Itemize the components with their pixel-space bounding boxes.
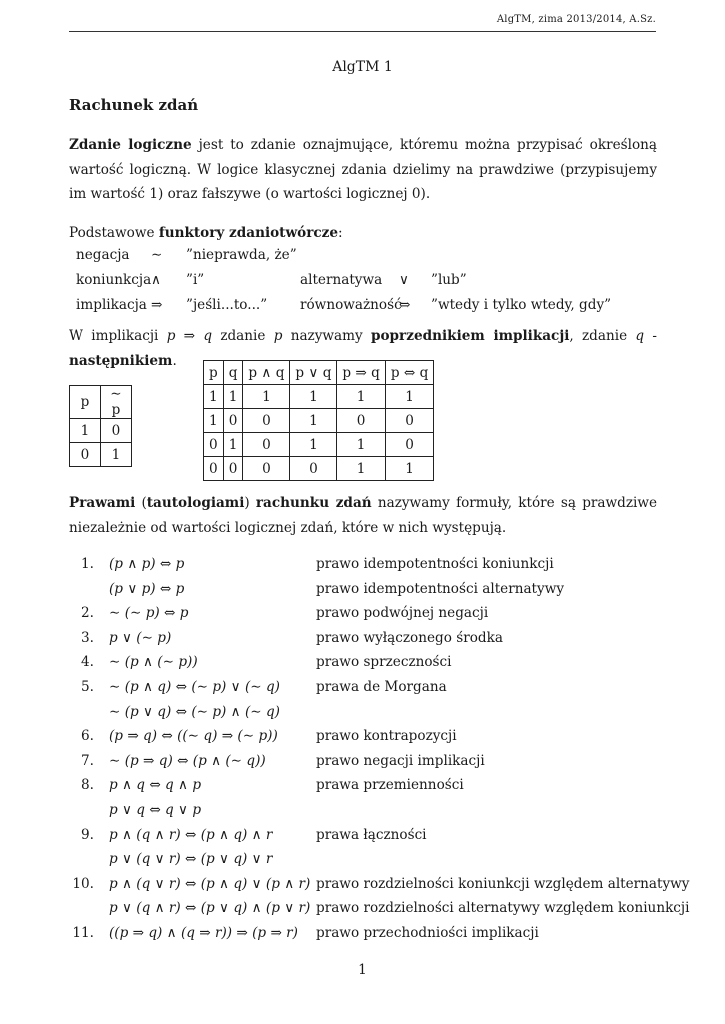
functors-intro-prefix: Podstawowe — [69, 225, 159, 241]
law-number: 1. — [81, 556, 94, 572]
law-formula: (p ∧ p) ⇔ p — [109, 556, 185, 572]
table-header-row — [70, 386, 132, 419]
law-number: 3. — [81, 629, 94, 646]
law-name: prawo rozdzielności alternatywy względem koniunkcji — [316, 900, 690, 917]
bold-term: tautologiami — [146, 495, 245, 511]
table-cell: 0 — [385, 409, 433, 433]
text-span: W implikacji — [69, 328, 167, 344]
header-rule — [69, 31, 656, 32]
functor-symbol: ⇒ — [151, 297, 163, 313]
table-cell: 0 — [223, 409, 243, 433]
table-cell: 1 — [290, 385, 337, 409]
table-cell: 1 — [337, 433, 385, 457]
text-span: . — [172, 352, 177, 369]
table-cell: 0 — [204, 457, 224, 481]
law-name: prawa łączności — [316, 826, 427, 843]
functors-intro-bold: funktory zdaniotwórcze — [158, 225, 339, 241]
law-formula: ∼ (p ⇒ q) ⇔ (p ∧ (∼ q)) — [109, 752, 266, 769]
law-name: prawo kontrapozycji — [316, 728, 457, 745]
math-variable: q — [635, 328, 645, 344]
law-formula: p ∧ q ⇔ q ∧ p — [109, 777, 202, 794]
page-number: 1 — [358, 962, 367, 978]
functor-symbol: ∨ — [399, 272, 409, 288]
text-span: nazywamy — [282, 328, 371, 344]
table-cell: 1 — [290, 433, 337, 457]
table-cell: 0 — [243, 433, 290, 457]
table-row — [204, 433, 434, 457]
table-row — [70, 443, 132, 467]
functors-intro-suffix: : — [338, 225, 343, 241]
text-span: ) — [244, 495, 256, 511]
law-name: prawo idempotentności koniunkcji — [316, 556, 554, 572]
table-header-cell: p — [204, 361, 224, 385]
table-header-cell: p ⇒ q — [337, 361, 385, 385]
bold-term: następnikiem — [69, 352, 173, 369]
law-formula: (p ⇒ q) ⇔ ((∼ q) ⇒ (∼ p)) — [109, 728, 278, 745]
law-formula: p ∧ (q ∧ r) ⇔ (p ∧ q) ∧ r — [109, 826, 273, 843]
negation-truth-table — [69, 385, 132, 467]
functor-symbol: ∼ — [151, 247, 163, 263]
table-header-cell: p — [70, 386, 101, 419]
definition-text: jest to zdanie oznajmujące, któremu można przypisać określoną wartość logiczną. W logice klasycznej zdania dzielimy na prawdziwe (przypisujemy im wartość 1) oraz fałszywe (o wartości logicznej 0). — [69, 137, 658, 202]
table-header-cell: ∼ p — [101, 386, 132, 419]
bold-term: poprzednikiem implikacji — [370, 328, 570, 344]
table-header-cell: p ∧ q — [243, 361, 290, 385]
table-row — [70, 419, 132, 443]
table-cell: 1 — [243, 385, 290, 409]
functor-name: koniunkcja — [76, 272, 152, 288]
section-title: Rachunek zdań — [69, 96, 199, 114]
law-name: prawo idempotentności alternatywy — [316, 580, 565, 597]
table-cell: 0 — [290, 457, 337, 481]
law-formula: (p ∨ p) ⇔ p — [109, 580, 185, 597]
table-cell: 1 — [223, 385, 243, 409]
table-header-cell: p ⇔ q — [385, 361, 433, 385]
table-cell: 1 — [385, 457, 433, 481]
law-number: 2. — [81, 605, 94, 622]
table-cell: 1 — [204, 385, 224, 409]
table-header-row — [204, 361, 434, 385]
law-number: 9. — [81, 826, 94, 843]
text-span: zdanie — [212, 328, 274, 344]
text-span: nazywamy formuły, które są prawdziwe niezależnie od wartości logicznej zdań, które w nich występują. — [69, 495, 658, 536]
math-expression: p ⇒ q — [166, 328, 213, 344]
table-row — [204, 385, 434, 409]
definition-term: Zdanie logiczne — [69, 137, 192, 153]
table-cell: 0 — [385, 433, 433, 457]
table-cell: 0 — [243, 457, 290, 481]
functor-name: równoważność — [300, 297, 402, 313]
laws-intro-paragraph — [69, 491, 657, 540]
table-cell: 1 — [204, 409, 224, 433]
table-header-cell: q — [223, 361, 243, 385]
functor-reading: ”lub” — [431, 272, 467, 288]
functor-reading: ”nieprawda, że” — [186, 247, 297, 263]
law-number: 10. — [72, 875, 94, 892]
document-title: AlgTM 1 — [332, 59, 393, 75]
law-name: prawo wyłączonego środka — [316, 629, 503, 646]
table-cell: 1 — [101, 443, 132, 467]
table-cell: 0 — [204, 433, 224, 457]
table-cell: 1 — [337, 457, 385, 481]
functor-symbol: ⇔ — [399, 297, 411, 313]
law-name: prawo podwójnej negacji — [316, 605, 489, 622]
law-formula: ∼ (p ∧ q) ⇔ (∼ p) ∨ (∼ q) — [109, 678, 280, 695]
law-name: prawo negacji implikacji — [316, 752, 485, 769]
functor-symbol: ∧ — [151, 272, 161, 288]
law-formula: p ∨ (q ∧ r) ⇔ (p ∨ q) ∧ (p ∨ r) — [109, 900, 311, 917]
functor-name: implikacja — [76, 297, 147, 313]
law-number: 6. — [81, 728, 94, 745]
functor-name: negacja — [76, 247, 130, 263]
text-span: , zdanie — [569, 328, 636, 344]
law-number: 7. — [81, 752, 94, 769]
running-head: AlgTM, zima 2013/2014, A.Sz. — [496, 14, 656, 25]
bold-term: Prawami — [69, 495, 136, 511]
law-formula: ((p ⇒ q) ∧ (q ⇒ r)) ⇒ (p ⇒ r) — [109, 924, 298, 941]
table-cell: 1 — [337, 385, 385, 409]
table-cell: 0 — [337, 409, 385, 433]
text-span: ( — [135, 495, 147, 511]
law-formula: ∼ (p ∨ q) ⇔ (∼ p) ∧ (∼ q) — [109, 703, 280, 720]
functors-intro — [69, 221, 657, 246]
functor-reading: ”jeśli...to...” — [186, 297, 268, 313]
functor-name: alternatywa — [300, 272, 383, 288]
functor-reading: ”wtedy i tylko wtedy, gdy” — [431, 297, 612, 313]
law-formula: ∼ (p ∧ (∼ p)) — [109, 654, 198, 671]
table-cell: 0 — [223, 457, 243, 481]
table-cell: 1 — [385, 385, 433, 409]
law-number: 4. — [81, 654, 94, 671]
table-row — [204, 409, 434, 433]
binary-truth-table — [203, 360, 434, 481]
law-formula: p ∨ (q ∨ r) ⇔ (p ∨ q) ∨ r — [109, 851, 273, 868]
definition-paragraph — [69, 133, 657, 207]
law-name: prawa przemienności — [316, 777, 464, 794]
law-formula: p ∨ (∼ p) — [109, 629, 172, 646]
text-span: - — [644, 328, 657, 344]
table-header-cell: p ∨ q — [290, 361, 337, 385]
table-cell: 0 — [243, 409, 290, 433]
law-name: prawo przechodniości implikacji — [316, 924, 539, 941]
math-variable: p — [273, 328, 283, 344]
table-cell: 1 — [223, 433, 243, 457]
table-cell: 1 — [70, 419, 101, 443]
table-cell: 0 — [101, 419, 132, 443]
functor-reading: ”i” — [186, 272, 205, 288]
law-name: prawo sprzeczności — [316, 654, 452, 671]
law-name: prawa de Morgana — [316, 678, 447, 695]
table-cell: 0 — [70, 443, 101, 467]
bold-term: rachunku zdań — [255, 495, 372, 511]
law-number: 8. — [81, 777, 94, 794]
law-formula: ∼ (∼ p) ⇔ p — [109, 605, 189, 622]
table-cell: 1 — [290, 409, 337, 433]
law-name: prawo rozdzielności koniunkcji względem alternatywy — [316, 875, 690, 892]
table-row — [204, 457, 434, 481]
law-number: 11. — [72, 924, 94, 941]
law-number: 5. — [81, 678, 94, 695]
law-formula: p ∧ (q ∨ r) ⇔ (p ∧ q) ∨ (p ∧ r) — [109, 875, 311, 892]
law-formula: p ∨ q ⇔ q ∨ p — [109, 801, 202, 818]
